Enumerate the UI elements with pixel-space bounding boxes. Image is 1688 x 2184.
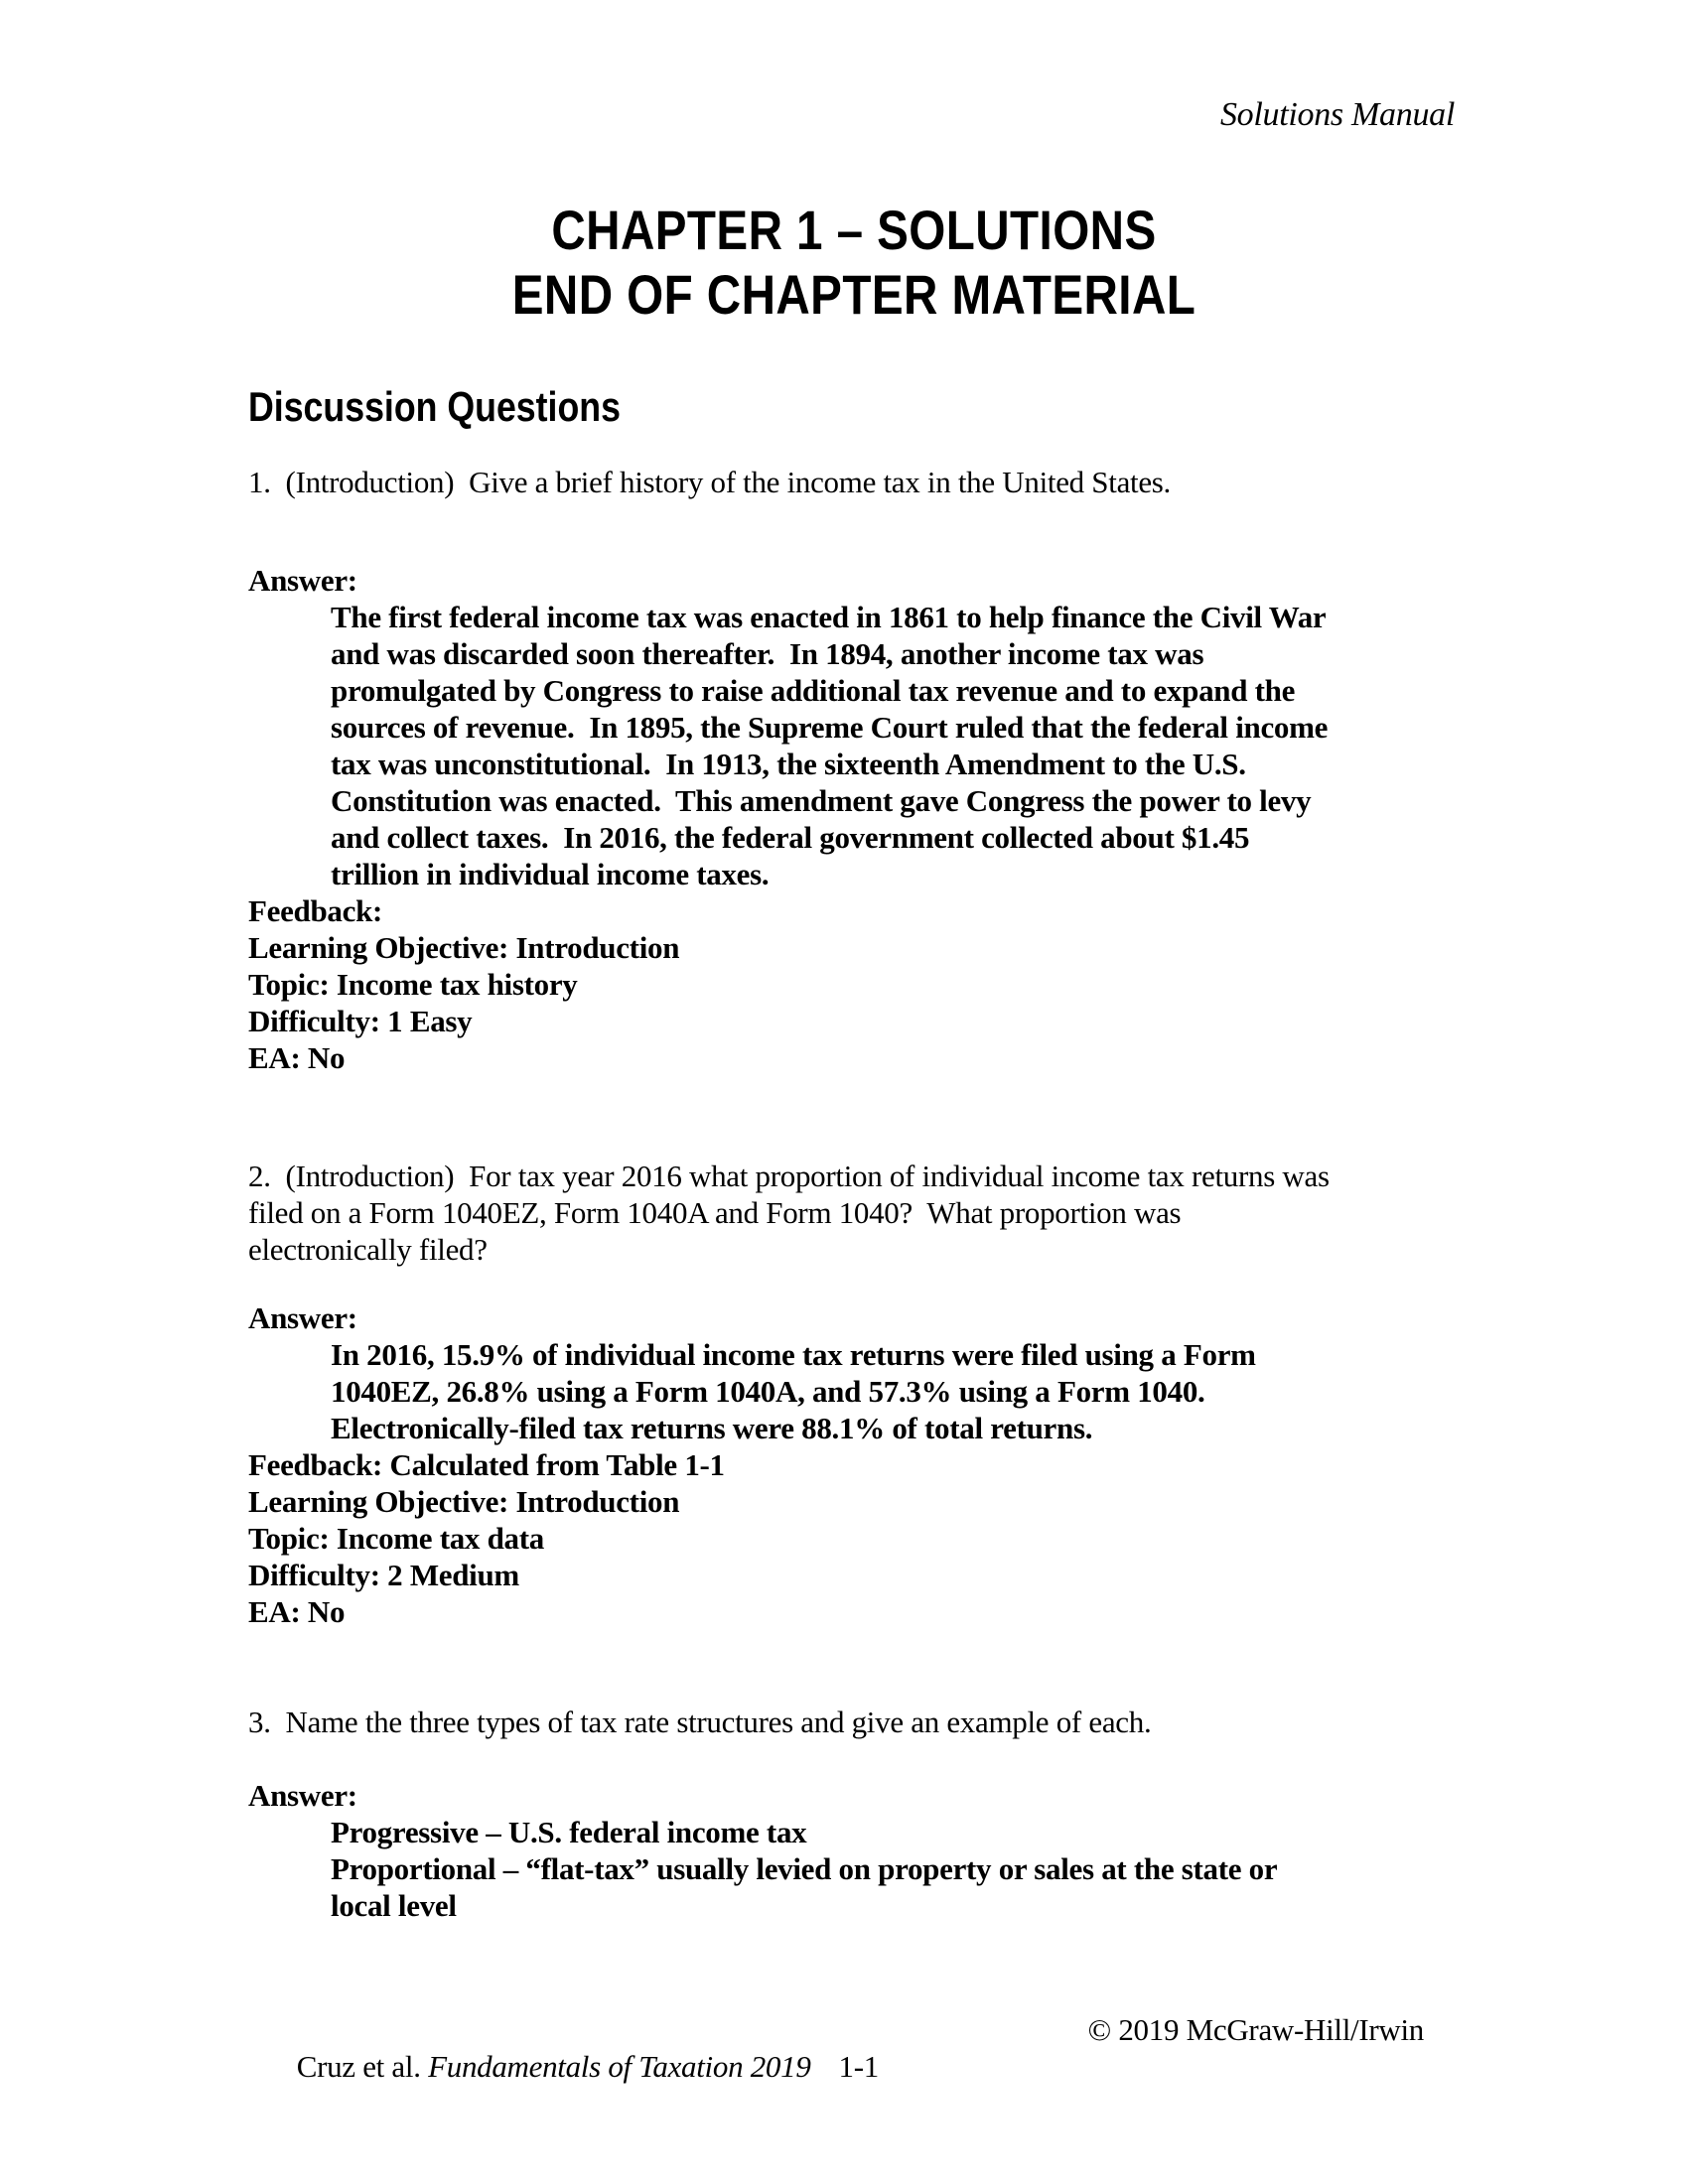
answer-line: The first federal income tax was enacted in 1861 to help finance the Civil War xyxy=(331,600,1327,634)
answer-line: and was discarded soon thereafter. In 1894, another income tax was xyxy=(331,636,1204,671)
feedback-line: Feedback: xyxy=(248,893,383,928)
question-2-text: electronically filed? xyxy=(248,1232,488,1267)
answer-2 xyxy=(248,1299,1256,1630)
feedback-line: EA: No xyxy=(248,1040,346,1075)
answer-label: Answer: xyxy=(248,1300,357,1335)
answer-3 xyxy=(248,1777,1277,1924)
answer-label: Answer: xyxy=(248,1778,357,1813)
answer-label: Answer: xyxy=(248,563,357,598)
question-1 xyxy=(248,464,1171,500)
feedback-line: Learning Objective: Introduction xyxy=(248,1484,680,1519)
answer-line: trillion in individual income taxes. xyxy=(331,857,770,891)
answer-line: 1040EZ, 26.8% using a Form 1040A, and 57.3% using a Form 1040. xyxy=(331,1374,1205,1409)
feedback-line: Feedback: Calculated from Table 1-1 xyxy=(248,1447,725,1482)
footer-copyright: © 2019 McGraw-Hill/Irwin xyxy=(1087,2012,1424,2047)
feedback-line: Difficulty: 2 Medium xyxy=(248,1558,519,1592)
answer-line: tax was unconstitutional. In 1913, the sixteenth Amendment to the U.S. xyxy=(331,747,1246,781)
feedback-line: Topic: Income tax data xyxy=(248,1521,544,1556)
question-2 xyxy=(248,1158,1330,1268)
answer-line: Progressive – U.S. federal income tax xyxy=(331,1815,807,1849)
answer-line: sources of revenue. In 1895, the Supreme Court ruled that the federal income xyxy=(331,710,1329,745)
question-3 xyxy=(248,1704,1151,1740)
feedback-line: EA: No xyxy=(248,1594,346,1629)
feedback-line: Difficulty: 1 Easy xyxy=(248,1004,473,1038)
question-3-text: 3. Name the three types of tax rate structures and give an example of each. xyxy=(248,1705,1152,1739)
answer-line: Proportional – “flat-tax” usually levied on property or sales at the state or xyxy=(331,1851,1278,1886)
footer-page-number: 1-1 xyxy=(838,2049,879,2084)
answer-line: Electronically-filed tax returns were 88.1% of total returns. xyxy=(331,1411,1093,1445)
answer-line: Constitution was enacted. This amendment gave Congress the power to levy xyxy=(331,783,1312,818)
running-header: Solutions Manual xyxy=(1219,96,1455,133)
answer-line: In 2016, 15.9% of individual income tax returns were filed using a Form xyxy=(331,1337,1256,1372)
feedback-line: Topic: Income tax history xyxy=(248,967,578,1002)
chapter-title-line1: CHAPTER 1 – SOLUTIONS xyxy=(551,199,1157,261)
section-heading: Discussion Questions xyxy=(248,383,621,430)
chapter-title-line2: END OF CHAPTER MATERIAL xyxy=(511,263,1196,326)
question-2-text: 2. (Introduction) For tax year 2016 what proportion of individual income tax returns was xyxy=(248,1159,1330,1193)
footer-book-title: Fundamentals of Taxation 2019 xyxy=(428,2049,811,2084)
footer-citation xyxy=(252,2011,879,2121)
question-1-text: 1. (Introduction) Give a brief history of the income tax in the United States. xyxy=(248,465,1172,499)
answer-line: promulgated by Congress to raise additional tax revenue and to expand the xyxy=(331,673,1296,708)
answer-1 xyxy=(248,562,1328,1076)
footer-authors: Cruz et al. xyxy=(296,2049,429,2084)
chapter-title xyxy=(340,198,1369,327)
question-2-text: filed on a Form 1040EZ, Form 1040A and Form 1040? What proportion was xyxy=(248,1195,1182,1230)
answer-line: and collect taxes. In 2016, the federal government collected about $1.45 xyxy=(331,820,1250,855)
answer-line: local level xyxy=(331,1888,457,1923)
feedback-line: Learning Objective: Introduction xyxy=(248,930,680,965)
